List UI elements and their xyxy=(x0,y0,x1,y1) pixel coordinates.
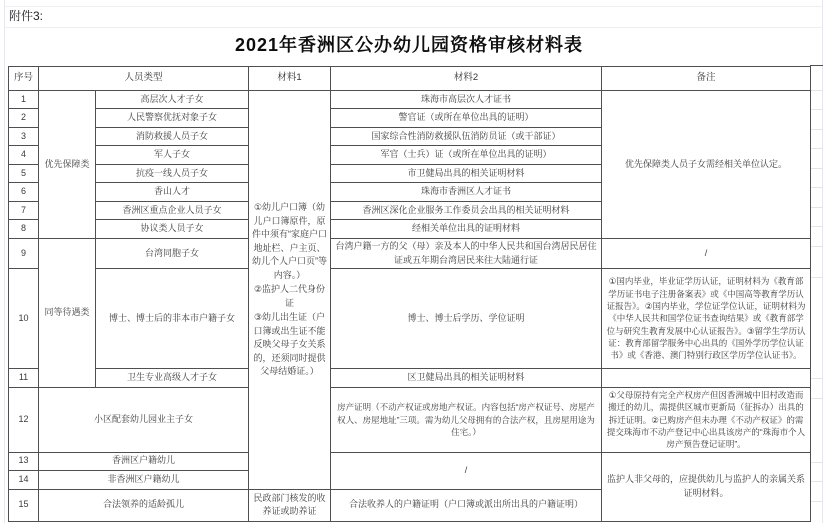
spreadsheet-gridline-strip xyxy=(811,66,823,523)
material2-cell: 台湾户籍一方的父（母）亲及本人的中华人民共和国台湾居民居住证或五年期台湾居民来往大陆通行证 xyxy=(331,239,602,269)
col-header-material2: 材料2 xyxy=(331,67,602,91)
row-no: 9 xyxy=(9,239,39,269)
material2-cell: 香洲区深化企业服务工作委员会出具的相关证明材料 xyxy=(331,202,602,220)
row-no: 12 xyxy=(9,388,39,453)
table-row xyxy=(9,91,811,109)
person-type: 军人子女 xyxy=(96,146,249,165)
row-no: 4 xyxy=(9,146,39,165)
material1-item-3: ③幼儿出生证（户口簿或出生证不能反映父母子女关系的，还须同时提供父母结婚证。） xyxy=(253,312,326,377)
material1-item-2: ②监护人二代身份证 xyxy=(253,284,326,308)
row-no: 8 xyxy=(9,220,39,239)
row-no: 10 xyxy=(9,269,39,369)
remark-rows-13-15: 监护人非父母的，应提供幼儿与监护人的亲属关系证明材料。 xyxy=(602,452,811,521)
remark-cell: ①父母原持有完全产权房产但因香洲城中旧村改造而搬迁的幼儿，需提供区城市更新局（征拆办）出具的拆迁证明。②已购房产但未办理《不动产权证》的需提交珠海市不动产登记中心出具该房产的“珠海市个人房产预告登记证明”。 xyxy=(602,388,811,453)
row-no: 3 xyxy=(9,128,39,146)
material2-cell: 警官证（或所在单位出具的证明） xyxy=(331,109,602,128)
person-type: 香洲区重点企业人员子女 xyxy=(96,202,249,220)
row-no: 1 xyxy=(9,91,39,109)
material2-cell: 房产证明（不动产权证或房地产权证。内容包括“房产权证号、房屋产权人、房屋地址”三项。需为幼儿父母拥有的合法产权，且房屋用途为住宅。） xyxy=(331,388,602,453)
material1-cell: 民政部门核发的收养证或助养证 xyxy=(249,489,331,521)
spreadsheet-gridline-left xyxy=(4,0,5,523)
col-header-remark: 备注 xyxy=(602,67,811,91)
person-type: 博士、博士后的非本市户籍子女 xyxy=(96,269,249,369)
page-title: 2021年香洲区公办幼儿园资格审核材料表 xyxy=(234,35,584,55)
person-type: 小区配套幼儿园业主子女 xyxy=(39,388,249,453)
person-type: 协议类人员子女 xyxy=(96,220,249,239)
spreadsheet-gridline-top xyxy=(4,6,823,7)
material2-cell: 经相关单位出具的证明材料 xyxy=(331,220,602,239)
row-no: 6 xyxy=(9,183,39,202)
row-no: 5 xyxy=(9,165,39,183)
material2-cell: 珠海市高层次人才证书 xyxy=(331,91,602,109)
material2-cell: 珠海市香洲区人才证书 xyxy=(331,183,602,202)
table-row xyxy=(9,369,811,388)
person-type: 高层次人才子女 xyxy=(96,91,249,109)
remark-cell-empty xyxy=(602,369,811,388)
row-no: 11 xyxy=(9,369,39,388)
group-equal: 同等待遇类 xyxy=(39,239,96,388)
attachment-label: 附件3: xyxy=(9,9,44,23)
material2-cell: 国家综合性消防救援队伍消防员证（或干部证） xyxy=(331,128,602,146)
row-no: 13 xyxy=(9,452,39,470)
row-no: 15 xyxy=(9,489,39,521)
person-type: 人民警察优抚对象子女 xyxy=(96,109,249,128)
material2-cell: 合法收养人的户籍证明（户口簿或派出所出具的户籍证明） xyxy=(331,489,602,521)
col-header-person-type: 人员类型 xyxy=(39,67,249,91)
person-type: 合法领养的适龄孤儿 xyxy=(39,489,249,521)
person-type: 香山人才 xyxy=(96,183,249,202)
person-type: 香洲区户籍幼儿 xyxy=(39,452,249,470)
table-row xyxy=(9,452,811,470)
materials-table xyxy=(8,66,811,522)
col-header-no: 序号 xyxy=(9,67,39,91)
material2-cell: 博士、博士后学历、学位证明 xyxy=(331,269,602,369)
remark-rows-1-8: 优先保障类人员子女需经相关单位认定。 xyxy=(602,91,811,239)
spreadsheet-gridline-under-attachment xyxy=(4,27,823,28)
person-type: 抗疫一线人员子女 xyxy=(96,165,249,183)
table-header-row xyxy=(9,67,811,91)
person-type: 台湾同胞子女 xyxy=(96,239,249,269)
col-header-material1: 材料1 xyxy=(249,67,331,91)
material2-cell: 市卫健局出具的相关证明材料 xyxy=(331,165,602,183)
row-no: 7 xyxy=(9,202,39,220)
person-type: 卫生专业高级人才子女 xyxy=(96,369,249,388)
person-type: 非香洲区户籍幼儿 xyxy=(39,470,249,489)
material2-rows-13-14: / xyxy=(331,452,602,489)
remark-cell: / xyxy=(602,239,811,269)
person-type: 消防救援人员子女 xyxy=(96,128,249,146)
row-no: 14 xyxy=(9,470,39,489)
table-row xyxy=(9,269,811,369)
table-row xyxy=(9,239,811,269)
remark-cell: ①国内毕业，毕业证学历认证，证明材料为《教育部学历证书电子注册备案表》或《中国高等教育学历认证报告》。②国内毕业，学位证学位认证，证明材料为《中华人民共和国学位证书查询结果》或《教育部学位与研究生教育发展中心认证报告》。③留学生学历认证：教育部留学服务中心出具的《国外学历学位认证书》或《香港、澳门特别行政区学历学位认证书》。 xyxy=(602,269,811,369)
material1-common-cell xyxy=(249,91,331,490)
material2-cell: 军官（士兵）证（或所在单位出具的证明） xyxy=(331,146,602,165)
material1-item-1: ①幼儿户口簿（幼儿户口簿原件，原件中须有“家庭户口地址栏、户主页、幼儿个人户口页”等内容。） xyxy=(252,202,328,280)
group-priority: 优先保障类 xyxy=(39,91,96,239)
material2-cell: 区卫健局出具的相关证明材料 xyxy=(331,369,602,388)
row-no: 2 xyxy=(9,109,39,128)
table-row xyxy=(9,388,811,453)
